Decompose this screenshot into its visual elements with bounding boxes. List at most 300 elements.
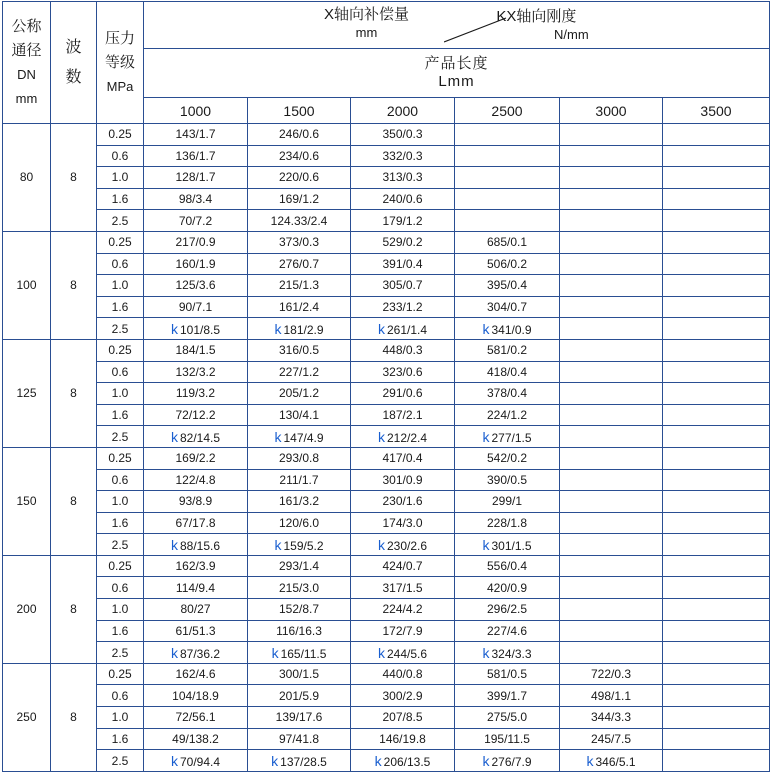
table-cell — [560, 167, 663, 189]
cell-value: 323/0.6 — [382, 364, 423, 379]
cell-value: 299/1 — [491, 494, 523, 509]
cell-value: 300/2.9 — [382, 688, 423, 703]
cell-value: 316/0.5 — [278, 343, 320, 358]
table-cell — [351, 188, 455, 210]
table-cell — [455, 296, 560, 318]
table-cell — [351, 210, 455, 232]
table-cell — [560, 750, 663, 772]
table-cell — [560, 361, 663, 383]
table-cell — [351, 663, 455, 685]
length-column-1000: 1000 — [144, 98, 248, 124]
table-row — [3, 534, 770, 556]
cell-value: 346/5.1 — [595, 754, 636, 769]
pressure-value: 0.25 — [97, 339, 144, 361]
table-cell — [663, 469, 770, 491]
k-mark: k — [377, 644, 385, 661]
cell-value: 332/0.3 — [382, 148, 423, 163]
cell-value: 169/2.2 — [175, 451, 216, 466]
table-cell — [248, 275, 351, 297]
table-cell — [560, 728, 663, 750]
table-cell — [144, 275, 248, 297]
cell-value: 378/0.4 — [486, 386, 528, 401]
cell-value: 244/5.6 — [386, 646, 428, 661]
table-cell — [560, 491, 663, 513]
cell-value: 317/1.5 — [382, 580, 423, 595]
cell-value: 161/2.4 — [278, 300, 320, 315]
cell-value: 136/1.7 — [175, 148, 216, 163]
table-cell — [144, 685, 248, 707]
length-unit-text: Lmm — [438, 73, 475, 90]
cell-value: 556/0.4 — [486, 559, 528, 574]
table-cell — [351, 707, 455, 729]
table-row — [3, 124, 770, 146]
table-cell — [663, 750, 770, 772]
table-cell — [455, 210, 560, 232]
table-row — [3, 620, 770, 642]
table-cell — [455, 469, 560, 491]
pressure-value: 2.5 — [97, 426, 144, 448]
table-cell — [248, 685, 351, 707]
table-cell — [560, 145, 663, 167]
table-cell — [144, 318, 248, 340]
cell-value: 217/0.9 — [175, 235, 216, 250]
pressure-label-line1: 压力 — [104, 29, 135, 47]
table-cell — [144, 469, 248, 491]
table-cell — [455, 339, 560, 361]
cell-value: 128/1.7 — [175, 170, 216, 185]
cell-value: 373/0.3 — [278, 235, 320, 250]
table-row — [3, 750, 770, 772]
cell-value: 350/0.3 — [382, 127, 423, 142]
table-cell — [455, 426, 560, 448]
cell-value: 420/0.9 — [486, 580, 528, 595]
cell-value: 498/1.1 — [590, 688, 632, 703]
kx-label-text: KX轴向刚度 — [496, 8, 577, 25]
table-cell — [144, 707, 248, 729]
pressure-value: 1.0 — [97, 167, 144, 189]
dn-label-line1: 公称 — [11, 17, 42, 35]
table-cell — [248, 188, 351, 210]
table-cell — [663, 707, 770, 729]
wave-label-line1: 波 — [65, 38, 82, 56]
k-mark: k — [170, 752, 178, 769]
cell-value: 304/0.7 — [486, 300, 528, 315]
cell-value: 207/8.5 — [382, 710, 423, 725]
cell-value: 187/2.1 — [382, 408, 423, 423]
cell-value: 184/1.5 — [175, 343, 216, 358]
table-cell — [455, 167, 560, 189]
table-cell — [663, 512, 770, 534]
pressure-value: 2.5 — [97, 210, 144, 232]
table-cell — [144, 491, 248, 513]
table-cell — [248, 750, 351, 772]
x-compensation-label — [324, 6, 409, 42]
cell-value: 90/7.1 — [178, 300, 213, 315]
table-cell — [455, 685, 560, 707]
k-mark: k — [377, 536, 385, 553]
k-mark: k — [274, 536, 282, 553]
wave-count-value: 8 — [51, 555, 97, 663]
cell-value: 301/1.5 — [491, 538, 532, 553]
cell-value: 296/2.5 — [486, 602, 528, 617]
length-column-1500: 1500 — [248, 98, 351, 124]
table-cell — [248, 491, 351, 513]
cell-value: 234/0.6 — [278, 148, 320, 163]
table-cell — [560, 210, 663, 232]
table-cell — [455, 512, 560, 534]
k-mark: k — [482, 428, 490, 445]
cell-value: 506/0.2 — [486, 256, 528, 271]
header-wave-count — [51, 2, 97, 124]
table-cell — [351, 145, 455, 167]
table-cell — [455, 361, 560, 383]
table-cell — [351, 491, 455, 513]
table-cell — [560, 275, 663, 297]
table-cell — [144, 253, 248, 275]
cell-value: 61/51.3 — [175, 623, 216, 638]
table-cell — [560, 231, 663, 253]
cell-value: 220/0.6 — [278, 170, 320, 185]
cell-value: 181/2.9 — [283, 322, 324, 337]
table-cell — [663, 318, 770, 340]
cell-value: 122/4.8 — [175, 472, 216, 487]
table-cell — [351, 339, 455, 361]
pressure-value: 2.5 — [97, 642, 144, 664]
cell-value: 67/17.8 — [175, 515, 216, 530]
table-cell — [560, 534, 663, 556]
table-cell — [144, 124, 248, 146]
cell-value: 201/5.9 — [278, 688, 320, 703]
table-cell — [248, 663, 351, 685]
pressure-value: 0.25 — [97, 663, 144, 685]
table-cell — [560, 555, 663, 577]
dn-label-line3: DN — [17, 66, 36, 82]
table-row — [3, 577, 770, 599]
cell-value: 391/0.4 — [382, 256, 423, 271]
table-cell — [351, 361, 455, 383]
table-cell — [455, 404, 560, 426]
cell-value: 146/19.8 — [379, 731, 426, 746]
table-cell — [144, 512, 248, 534]
table-cell — [351, 404, 455, 426]
table-cell — [248, 404, 351, 426]
k-mark: k — [271, 644, 279, 661]
table-cell — [663, 253, 770, 275]
table-cell — [248, 253, 351, 275]
table-cell — [455, 707, 560, 729]
cell-value: 440/0.8 — [382, 667, 423, 682]
table-row — [3, 231, 770, 253]
cell-value: 301/0.9 — [382, 472, 423, 487]
pressure-value: 0.25 — [97, 231, 144, 253]
table-cell — [248, 426, 351, 448]
table-cell — [560, 426, 663, 448]
table-cell — [560, 512, 663, 534]
cell-value: 124.33/2.4 — [270, 213, 328, 228]
table-cell — [144, 750, 248, 772]
table-cell — [144, 728, 248, 750]
table-row — [3, 275, 770, 297]
cell-value: 160/1.9 — [175, 256, 216, 271]
table-cell — [144, 663, 248, 685]
cell-value: 211/1.7 — [279, 472, 319, 487]
cell-value: 205/1.2 — [278, 386, 320, 401]
cell-value: 324/3.3 — [491, 646, 532, 661]
table-cell — [663, 404, 770, 426]
table-cell — [455, 534, 560, 556]
table-cell — [455, 620, 560, 642]
dn-label-line4: mm — [15, 90, 38, 106]
cell-value: 87/36.2 — [179, 646, 221, 661]
table-cell — [144, 577, 248, 599]
table-cell — [144, 296, 248, 318]
table-cell — [351, 750, 455, 772]
cell-value: 88/15.6 — [179, 538, 221, 553]
table-cell — [351, 620, 455, 642]
wave-count-value: 8 — [51, 231, 97, 339]
table-cell — [663, 642, 770, 664]
table-row — [3, 253, 770, 275]
cell-value: 276/7.9 — [491, 754, 532, 769]
k-mark: k — [374, 752, 382, 769]
table-row — [3, 707, 770, 729]
cell-value: 581/0.5 — [486, 667, 528, 682]
table-cell — [663, 620, 770, 642]
table-cell — [455, 188, 560, 210]
table-cell — [663, 447, 770, 469]
table-cell — [455, 124, 560, 146]
table-cell — [455, 275, 560, 297]
k-mark: k — [271, 752, 279, 769]
pressure-value: 1.0 — [97, 491, 144, 513]
pressure-value: 0.25 — [97, 124, 144, 146]
cell-value: 174/3.0 — [382, 515, 423, 530]
k-mark: k — [377, 428, 385, 445]
table-row — [3, 188, 770, 210]
wave-count-value: 8 — [51, 447, 97, 555]
table-cell — [560, 447, 663, 469]
table-cell — [663, 663, 770, 685]
table-cell — [560, 469, 663, 491]
table-cell — [351, 383, 455, 405]
table-cell — [248, 124, 351, 146]
table-cell — [455, 750, 560, 772]
cell-value: 448/0.3 — [382, 343, 423, 358]
header-product-length — [144, 49, 770, 98]
table-cell — [560, 620, 663, 642]
k-mark: k — [170, 536, 178, 553]
k-mark: k — [170, 644, 178, 661]
table-row — [3, 728, 770, 750]
table-row — [3, 447, 770, 469]
table-cell — [455, 145, 560, 167]
k-mark: k — [274, 428, 282, 445]
table-cell — [455, 555, 560, 577]
table-cell — [663, 555, 770, 577]
table-cell — [144, 383, 248, 405]
bellows-spec-table — [2, 1, 770, 772]
table-cell — [144, 210, 248, 232]
table-row — [3, 145, 770, 167]
table-row — [3, 685, 770, 707]
pressure-value: 1.6 — [97, 296, 144, 318]
table-cell — [663, 339, 770, 361]
cell-value: 227/1.2 — [278, 364, 320, 379]
table-cell — [663, 296, 770, 318]
table-cell — [351, 577, 455, 599]
table-cell — [663, 124, 770, 146]
table-cell — [560, 404, 663, 426]
cell-value: 293/1.4 — [278, 559, 320, 574]
cell-value: 275/5.0 — [486, 710, 528, 725]
table-cell — [560, 707, 663, 729]
table-cell — [663, 577, 770, 599]
length-column-3500: 3500 — [663, 98, 770, 124]
cell-value: 245/7.5 — [590, 731, 632, 746]
table-row — [3, 426, 770, 448]
cell-value: 98/3.4 — [178, 192, 213, 207]
pressure-value: 1.0 — [97, 383, 144, 405]
pressure-value: 1.6 — [97, 512, 144, 534]
table-cell — [351, 296, 455, 318]
table-cell — [248, 339, 351, 361]
table-cell — [351, 469, 455, 491]
table-cell — [560, 188, 663, 210]
pressure-value: 0.25 — [97, 447, 144, 469]
table-row — [3, 210, 770, 232]
dn-value: 80 — [3, 124, 51, 232]
cell-value: 132/3.2 — [175, 364, 216, 379]
pressure-value: 0.6 — [97, 253, 144, 275]
table-cell — [351, 555, 455, 577]
cell-value: 72/56.1 — [175, 710, 216, 725]
table-cell — [560, 383, 663, 405]
k-mark: k — [586, 752, 594, 769]
cell-value: 119/3.2 — [175, 386, 216, 401]
cell-value: 240/0.6 — [382, 192, 423, 207]
table-cell — [351, 124, 455, 146]
x-label-text: X轴向补偿量 — [324, 6, 410, 23]
dn-value: 200 — [3, 555, 51, 663]
table-row — [3, 642, 770, 664]
pressure-value: 1.0 — [97, 707, 144, 729]
table-row — [3, 555, 770, 577]
kx-stiffness-label — [484, 8, 589, 44]
cell-value: 417/0.4 — [382, 451, 423, 466]
cell-value: 215/3.0 — [278, 580, 320, 595]
cell-value: 215/1.3 — [278, 278, 320, 293]
pressure-value: 0.6 — [97, 685, 144, 707]
table-cell — [455, 491, 560, 513]
cell-value: 82/14.5 — [179, 430, 221, 445]
cell-value: 418/0.4 — [486, 364, 528, 379]
table-cell — [248, 642, 351, 664]
table-cell — [144, 404, 248, 426]
cell-value: 230/1.6 — [382, 494, 423, 509]
cell-value: 97/41.8 — [278, 731, 320, 746]
table-row — [3, 296, 770, 318]
cell-value: 139/17.6 — [275, 710, 323, 725]
cell-value: 390/0.5 — [486, 472, 528, 487]
cell-value: 581/0.2 — [486, 343, 528, 358]
pressure-value: 0.6 — [97, 361, 144, 383]
cell-value: 276/0.7 — [278, 256, 320, 271]
cell-value: 228/1.8 — [486, 515, 528, 530]
cell-value: 344/3.3 — [590, 710, 632, 725]
k-mark: k — [274, 320, 282, 337]
table-cell — [560, 663, 663, 685]
header-pressure-class — [97, 2, 144, 124]
pressure-value: 1.0 — [97, 599, 144, 621]
length-column-3000: 3000 — [560, 98, 663, 124]
table-cell — [455, 231, 560, 253]
pressure-value: 1.6 — [97, 188, 144, 210]
wave-count-value: 8 — [51, 663, 97, 771]
table-row — [3, 361, 770, 383]
table-row — [3, 318, 770, 340]
table-row — [3, 663, 770, 685]
pressure-label-line3: MPa — [106, 78, 134, 94]
table-cell — [663, 145, 770, 167]
table-cell — [351, 275, 455, 297]
cell-value: 293/0.8 — [278, 451, 320, 466]
table-row — [3, 599, 770, 621]
cell-value: 161/3.2 — [278, 494, 320, 509]
table-cell — [144, 426, 248, 448]
length-column-2000: 2000 — [351, 98, 455, 124]
table-cell — [248, 447, 351, 469]
table-row — [3, 339, 770, 361]
cell-value: 277/1.5 — [491, 430, 532, 445]
pressure-value: 1.6 — [97, 620, 144, 642]
pressure-label-line2: 等级 — [104, 53, 135, 71]
table-cell — [144, 534, 248, 556]
cell-value: 179/1.2 — [382, 213, 423, 228]
dn-value: 250 — [3, 663, 51, 771]
table-cell — [144, 145, 248, 167]
table-cell — [560, 124, 663, 146]
table-cell — [455, 447, 560, 469]
table-cell — [455, 318, 560, 340]
cell-value: 212/2.4 — [386, 430, 428, 445]
cell-value: 72/12.2 — [175, 408, 216, 423]
pressure-value: 2.5 — [97, 534, 144, 556]
cell-value: 169/1.2 — [278, 192, 320, 207]
k-mark: k — [482, 752, 490, 769]
table-row — [3, 469, 770, 491]
table-cell — [663, 188, 770, 210]
cell-value: 424/0.7 — [382, 559, 423, 574]
table-cell — [455, 663, 560, 685]
length-column-2500: 2500 — [455, 98, 560, 124]
table-cell — [351, 512, 455, 534]
header-x-kx — [144, 2, 770, 49]
table-cell — [663, 231, 770, 253]
cell-value: 261/1.4 — [386, 322, 428, 337]
table-cell — [663, 534, 770, 556]
cell-value: 162/4.6 — [175, 667, 216, 682]
header-nominal-diameter — [3, 2, 51, 124]
wave-label-line2: 数 — [65, 68, 82, 86]
table-cell — [248, 512, 351, 534]
table-cell — [351, 426, 455, 448]
cell-value: 230/2.6 — [386, 538, 428, 553]
table-cell — [455, 599, 560, 621]
table-cell — [663, 210, 770, 232]
table-cell — [560, 599, 663, 621]
cell-value: 137/28.5 — [280, 754, 327, 769]
cell-value: 104/18.9 — [172, 688, 219, 703]
